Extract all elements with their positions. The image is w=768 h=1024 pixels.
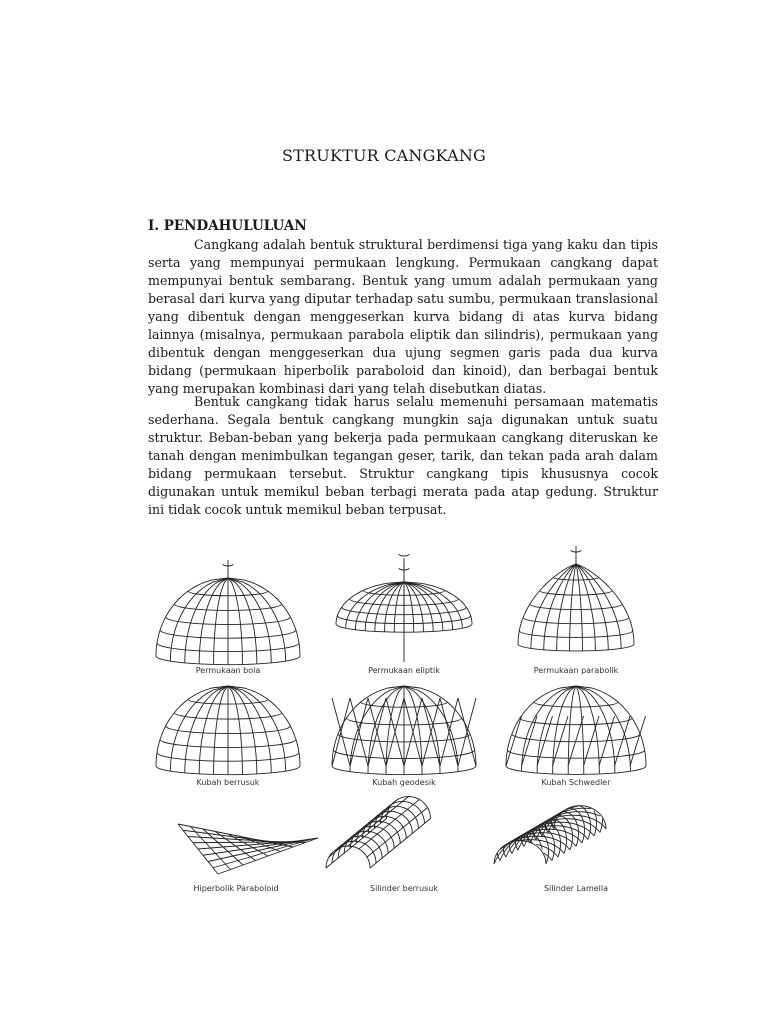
caption-kubah-geodesik: Kubah geodesik	[372, 778, 436, 787]
caption-hiperbolik-paraboloid: Hiperbolik Paraboloid	[193, 884, 279, 893]
paragraph-2-text: Bentuk cangkang tidak harus selalu memenuhi persamaan matematis sederhana. Segala bentuk cangkang mungkin saja digunakan untuk suatu struktur. Beban-beban yang bekerja pada permukaan cangkang diteruskan ke tanah dengan menimbulkan tegangan geser, tarik, dan tekan pada arah dalam bidang permukaan tersebut. Struktur cangkang tipis khususnya cocok digunakan untuk memikul beban terbagi merata pada atap gedung. Struktur ini tidak cocok untuk memikul beban terpusat.	[148, 394, 658, 517]
ribbed-dome-icon	[156, 686, 300, 775]
caption-silinder-lamella: Silinder Lamella	[543, 884, 609, 893]
paragraph-1-text: Cangkang adalah bentuk struktural berdimensi tiga yang kaku dan tipis serta yang mempunyai permukaan lengkung. Permukaan cangkang dapat mempunyai bentuk sembarang. Bentuk yang umum adalah permukaan yang berasal dari kurva yang diputar terhadap satu sumbu, permukaan translasional yang dibentuk dengan menggeserkan kurva bidang di atas kurva bidang lainnya (misalnya, permukaan parabola eliptik dan silindris), permukaan yang dibentuk dengan menggeserkan dua ujung segmen garis pada dua kurva bidang (permukaan hiperbolik paraboloid dan kinoid), dan berbagai bentuk yang merupakan kombinasi dari yang telah disebutkan diatas.	[148, 237, 658, 396]
caption-kubah-berrusuk: Kubah berrusuk	[196, 778, 260, 787]
elliptic-axis	[399, 554, 409, 662]
ribbed-cylinder-icon	[326, 797, 431, 869]
caption-permukaan-bola: Permukaan bola	[195, 666, 261, 675]
caption-silinder-berrusuk: Silinder berrusuk	[369, 884, 439, 893]
paragraph-1	[148, 236, 658, 398]
parabolic-dome-icon	[518, 546, 634, 651]
lamella-cylinder-icon	[494, 806, 606, 864]
schwedler-dome-icon	[506, 686, 646, 774]
paragraph-2	[148, 393, 658, 519]
hyperbolic-paraboloid-icon	[178, 824, 318, 874]
sphere-dome-icon	[156, 560, 300, 665]
shell-structures-figure	[148, 538, 660, 900]
shell-drawings	[148, 538, 660, 900]
caption-permukaan-eliptik: Permukaan eliptik	[368, 666, 440, 675]
caption-permukaan-parabolik: Permukaan parabolik	[533, 666, 619, 675]
section-heading: I. PENDAHULULUAN	[148, 218, 307, 234]
caption-kubah-schwedler: Kubah Schwedler	[541, 778, 611, 787]
geodesic-dome-icon	[332, 686, 476, 775]
page-title: STRUKTUR CANGKANG	[281, 146, 487, 165]
